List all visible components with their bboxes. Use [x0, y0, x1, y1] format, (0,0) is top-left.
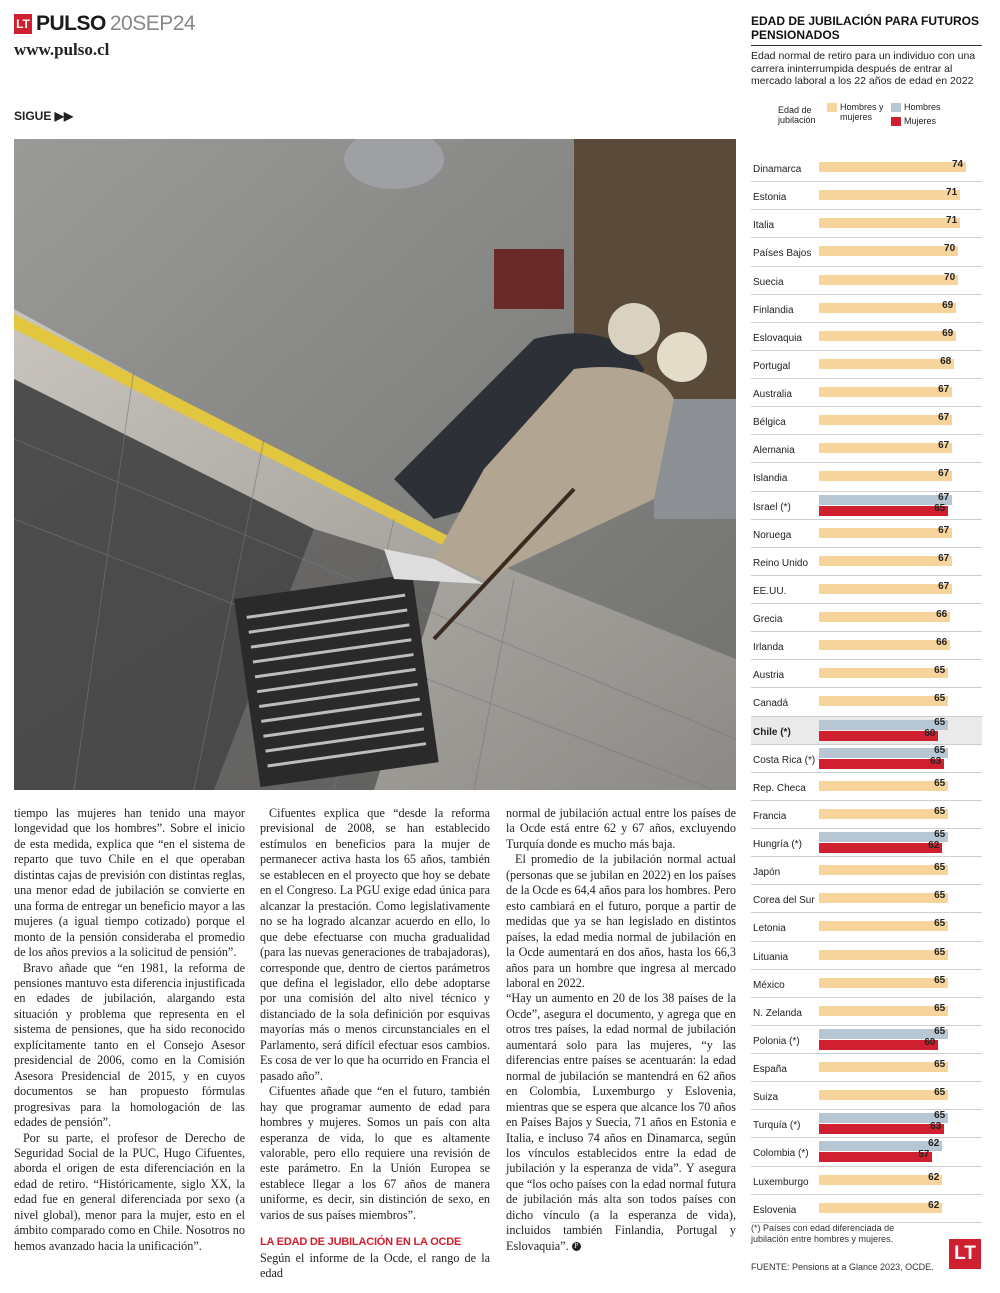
bar-both [819, 218, 960, 228]
bar-both [819, 584, 952, 594]
bar-both [819, 246, 958, 256]
end-mark-icon: P [572, 1242, 581, 1251]
chart-row [751, 970, 982, 998]
bar-both [819, 443, 952, 453]
value-label-women: 63 [930, 1121, 942, 1133]
bar-both [819, 893, 948, 903]
chart-row [751, 688, 982, 716]
value-label-both: 66 [936, 609, 948, 620]
country-label: EE.UU. [753, 585, 787, 597]
chart-row [751, 857, 982, 885]
value-label-both: 69 [942, 327, 954, 339]
bar-both [819, 471, 952, 481]
bar-men [819, 1113, 948, 1123]
value-label-both: 65 [934, 1059, 946, 1070]
chart-source: FUENTE: Pensions at a Glance 2023, OCDE. [751, 1262, 934, 1272]
country-label: Chile (*) [753, 726, 791, 738]
value-label-women: 57 [918, 1149, 930, 1161]
country-label: Austria [753, 670, 785, 682]
chart-row [751, 407, 982, 435]
bar-both [819, 1090, 948, 1100]
chart-rows [751, 154, 982, 1223]
country-label: Portugal [753, 360, 791, 372]
country-label: N. Zelanda [753, 1007, 802, 1019]
country-label: Rep. Checa [753, 782, 806, 794]
chart-row [751, 154, 982, 182]
value-label-both: 65 [934, 946, 946, 958]
country-label: Francia [753, 810, 787, 822]
chart-footnote: (*) Países con edad diferenciada de jubilación entre hombres y mujeres. [751, 1223, 895, 1244]
country-label: Turquía (*) [753, 1120, 801, 1132]
country-label: Corea del Sur [753, 895, 815, 907]
section-title: PULSO [36, 12, 106, 35]
bar-women [819, 1040, 938, 1050]
country-label: Bélgica [753, 417, 786, 429]
country-label: Luxemburgo [753, 1176, 809, 1188]
chart-row [751, 492, 982, 520]
country-label: Países Bajos [753, 248, 812, 260]
legend-item-women [891, 117, 936, 127]
bar-both [819, 556, 952, 566]
paragraph: Por su parte, el profesor de Derecho de Seguridad Social de la PUC, Hugo Cifuentes, aborda el origen de esta diferenciación en la edad de retiro. “Históricamente, siglo XX, la edad fue en general diferenciada por sexo (a nivel global), menor para la mujer, esto en el ámbito comparado como en Chile. Nosotros no hemos avanzado hacia la unificación”. [14, 1130, 245, 1253]
chart-row [751, 1054, 982, 1082]
chart-row [751, 632, 982, 660]
chart-row [751, 717, 982, 745]
chart-divider [751, 45, 982, 46]
value-label-both: 65 [934, 1002, 946, 1014]
country-label: México [753, 979, 785, 991]
value-label-both: 67 [938, 524, 950, 536]
country-label: Reino Unido [753, 557, 809, 569]
chart-row [751, 885, 982, 913]
site-url[interactable]: www.pulso.cl [14, 40, 110, 59]
bar-both [819, 640, 950, 650]
chart-row [751, 548, 982, 576]
value-label-both: 65 [934, 777, 946, 789]
country-label: Israel (*) [753, 501, 791, 513]
chart-row [751, 1026, 982, 1054]
value-label-both: 70 [944, 271, 956, 283]
chart-row [751, 998, 982, 1026]
value-label-both: 67 [938, 468, 950, 480]
chart-row [751, 182, 982, 210]
country-label: Italia [753, 220, 775, 232]
bar-both [819, 275, 958, 285]
value-label-women: 60 [924, 727, 936, 739]
bar-both [819, 359, 954, 369]
chart-row [751, 1110, 982, 1138]
bar-both [819, 1175, 942, 1185]
country-label: Dinamarca [753, 164, 802, 175]
bar-both [819, 415, 952, 425]
bar-both [819, 612, 950, 622]
bar-women [819, 1152, 932, 1162]
bar-both [819, 190, 960, 200]
value-label-both: 71 [946, 187, 958, 199]
value-label-both: 74 [952, 159, 964, 170]
value-label-both: 62 [928, 1199, 940, 1211]
value-label-both: 67 [938, 384, 950, 395]
bar-women [819, 506, 948, 516]
value-label-both: 67 [938, 580, 950, 592]
chart-row [751, 267, 982, 295]
value-label-both: 67 [938, 412, 950, 424]
value-label-men: 65 [934, 744, 946, 756]
country-label: Estonia [753, 192, 787, 204]
article-photo [14, 139, 736, 790]
bar-both [819, 921, 948, 931]
country-label: Eslovaquia [753, 332, 802, 344]
country-label: Australia [753, 389, 792, 400]
value-label-men: 67 [938, 491, 950, 503]
chart-row [751, 773, 982, 801]
bar-both [819, 387, 952, 397]
country-label: Eslovenia [753, 1204, 797, 1216]
chart-row [751, 351, 982, 379]
masthead [14, 12, 195, 36]
drain-grate [234, 574, 439, 787]
article-column-1 [14, 806, 245, 1254]
country-label: Costa Rica (*) [753, 754, 816, 766]
value-label-men: 65 [934, 829, 946, 840]
bar-women [819, 759, 944, 769]
lt-corner-logo: LT [949, 1239, 981, 1269]
bar-both [819, 1006, 948, 1016]
country-label: Hungría (*) [753, 839, 802, 850]
value-label-both: 65 [934, 862, 946, 874]
country-label: España [753, 1064, 787, 1075]
bar-both [819, 781, 948, 791]
country-label: Finlandia [753, 304, 794, 316]
legend-swatch-women [891, 117, 901, 126]
value-label-both: 70 [944, 243, 956, 255]
chart-row [751, 210, 982, 238]
country-label: Suecia [753, 276, 784, 288]
edition-date: 20SEP24 [109, 12, 196, 35]
chart-row [751, 435, 982, 463]
country-label: Colombia (*) [753, 1148, 809, 1160]
country-label: Canadá [753, 698, 789, 710]
bar-both [819, 950, 948, 960]
bar-men [819, 495, 952, 505]
chart-row [751, 604, 982, 632]
country-label: Irlanda [753, 642, 784, 654]
paragraph: Cifuentes añade que “en el futuro, también hay que programar aumento de edad para hombres y mujeres. Somos un país con alta esperanza de vida, lo que es altamente valorable, pero ello requiere una revisión de este parámetro. En la Unión Europea se establece llegar a los 67 años de manera uniforme, es decir, sin distinción de sexo, en varios de sus países miembros”. [260, 1084, 490, 1222]
chart-row [751, 520, 982, 548]
value-label-women: 62 [928, 840, 940, 851]
chart-row [751, 829, 982, 857]
bar-both [819, 1203, 942, 1213]
legend-swatch-both [827, 103, 837, 112]
value-label-men: 65 [934, 716, 946, 728]
bar-women [819, 1124, 944, 1134]
value-label-both: 62 [928, 1171, 940, 1183]
bar-both [819, 696, 948, 706]
value-label-men: 65 [934, 1025, 946, 1037]
value-label-both: 65 [934, 918, 946, 930]
value-label-both: 66 [936, 637, 948, 649]
paragraph: Según el informe de la Ocde, el rango de la edad [260, 1250, 490, 1281]
country-label: Alemania [753, 445, 795, 457]
value-label-women: 65 [934, 502, 946, 514]
chart-row [751, 660, 982, 688]
paragraph: Bravo añade que “en 1981, la reforma de pensiones mantuvo esta diferencia injustificada en edades de jubilación, alargando esta situación y problema que representa en el sistema de pensiones, que ha sido reconocido explícitamente tanto en el Consejo Asesor presidencial de 2006, como en la Comisión Asesora Presidencial de 2015, y en cuyos documentos se han propuesto fórmulas progresivas para la homologación de las edades de pensión”. [14, 960, 245, 1130]
value-label-both: 67 [938, 552, 950, 564]
chart-legend [778, 101, 944, 147]
value-label-both: 65 [934, 805, 946, 817]
legend-label-men: Hombres [904, 102, 941, 112]
country-label: Noruega [753, 529, 792, 541]
bar-both [819, 809, 948, 819]
chart-row [751, 323, 982, 351]
country-label: Islandia [753, 473, 788, 485]
value-label-both: 65 [934, 974, 946, 986]
chart-row [751, 463, 982, 491]
legend-label-women: Mujeres [904, 116, 937, 126]
value-label-men: 65 [934, 1110, 946, 1122]
chart-row [751, 1082, 982, 1110]
continue-marker: SIGUE ▶▶ [14, 109, 74, 123]
country-label: Suiza [753, 1092, 779, 1104]
value-label-both: 65 [934, 890, 946, 902]
value-label-men: 62 [928, 1138, 940, 1150]
legend-heading: Edad de jubilación [778, 105, 816, 125]
chart-row [751, 1195, 982, 1223]
lt-logo[interactable]: LT [14, 14, 32, 34]
chart-row [751, 942, 982, 970]
chart-row [751, 576, 982, 604]
paragraph: Cifuentes explica que “desde la reforma previsional de 2008, se han establecido estímulos en beneficios para la mujer de permanecer activa hasta los 65 años, también se establecen en el proyecto que hoy se debate en el Congreso. La PGU exige edad única para alcanzar la prestación. Como legislativamente no se ha logrado alcanzar acuerdo en ello, lo que debe efectuarse con mucha gradualidad (para las nuevas generaciones de trabajadoras), corresponde que, dentro de ciertos parámetros que defina el legislador, ello debe adoptarse por una comisión del alto nivel técnico y distanciado de la sola definición por esquivas mayorías más o menos circunstanciales en el Parlamento, será difícil efectuar esos cambios. Es cosa de ver lo que ha ocurrido en Francia el pasado año”. [260, 806, 490, 1083]
country-label: Lituania [753, 951, 789, 963]
country-label: Japón [753, 867, 781, 879]
value-label-both: 69 [942, 299, 954, 311]
bar-both [819, 162, 966, 172]
article-column-3 [506, 806, 736, 1254]
value-label-both: 67 [938, 440, 950, 452]
bar-both [819, 303, 956, 313]
paragraph: “Hay un aumento en 20 de los 38 países de la Ocde”, asegura el documento, y agrega que en otros tres países, la edad normal de jubilación aumentará solo para las mujeres, “y las diferencias entre países se acentuarán: la edad normal de jubilación se mantendrá en 62 años en Colombia, Luxemburgo y Eslovenia, mientras que se espera que alcance los 70 años en Países Bajos y Suecia, 71 años en Estonia e Italia, e incluso 74 años en Dinamarca, según los vínculos establecidos entre la edad de jubilación y la esperanza de vida”. Y asegura que “los ocho países con la edad normal futura de jubilación más alta son todos países con dicho vínculo (a la esperanza de vida), incluidos también Finlandia, Portugal y Eslovaquia”. [506, 991, 736, 1253]
value-label-both: 65 [934, 693, 946, 705]
chart-subtitle: Edad normal de retiro para un individuo con una carrera ininterrumpida después de entrar al mercado laboral a los 22 años de edad en 2022 [751, 50, 976, 87]
legend-swatch-men [891, 103, 901, 112]
paragraph: El promedio de la jubilación normal actual (personas que se jubilan en 2022) en los países de la Ocde es 64,4 años para los hombres. Pero esto cambiará en el futuro, porque a partir de medidas que ya se han legislado en distintos países, la edad media normal de jubilación en la Ocde aumentará en dos años, hasta los 66,3 años para un hombre que ingresa al mercado laboral en 2022. [506, 852, 736, 990]
bar-both [819, 668, 948, 678]
chart-title: EDAD DE JUBILACIÓN PARA FUTUROS PENSIONADOS [751, 14, 980, 42]
section-subhead: LA EDAD DE JUBILACIÓN EN LA OCDE [260, 1236, 462, 1249]
value-label-both: 68 [940, 355, 952, 367]
value-label-both: 71 [946, 215, 958, 227]
value-label-women: 63 [930, 755, 942, 767]
paragraph: normal de jubilación actual entre los países de la Ocde está entre 62 y 67 años, excluyendo Turquía donde es mucho más baja. [506, 806, 736, 851]
value-label-both: 65 [934, 1087, 946, 1099]
legend-label-both: Hombres y mujeres [840, 102, 884, 122]
chart-row [751, 295, 982, 323]
bar-both [819, 978, 948, 988]
legend-item-both [827, 103, 889, 122]
bar-both [819, 1062, 948, 1072]
article-column-2 [260, 806, 490, 1282]
value-label-women: 60 [924, 1036, 936, 1048]
chart-row [751, 379, 982, 407]
bar-women [819, 731, 938, 741]
bar-both [819, 331, 956, 341]
paragraph: tiempo las mujeres han tenido una mayor longevidad que los hombres”. Sobre el inicio de esta medida, explica que “en el sistema de reparto que tuvo Chile en el que operaban distintas cajas de previsión con distintas reglas, una menor edad de jubilación se convierte en una forma de entregar un beneficio mayor a las mujeres (a igual tiempo cotizado) porque el monto de la pensión consideraba el promedio de los años previos a la solicitud de pensión”. [14, 806, 245, 960]
country-label: Letonia [753, 923, 786, 935]
chart-row [751, 238, 982, 266]
country-label: Grecia [753, 614, 783, 625]
bar-both [819, 528, 952, 538]
country-label: Polonia (*) [753, 1035, 800, 1047]
chart-row [751, 1167, 982, 1195]
chart-row [751, 1138, 982, 1166]
chart-row [751, 801, 982, 829]
bar-women [819, 843, 942, 853]
bar-men [819, 748, 948, 758]
value-label-both: 65 [934, 665, 946, 677]
chart-row [751, 913, 982, 941]
chart-row [751, 745, 982, 773]
legend-item-men [891, 103, 941, 113]
photo-illustration [14, 139, 736, 790]
retirement-age-chart [751, 12, 982, 1216]
bar-both [819, 865, 948, 875]
